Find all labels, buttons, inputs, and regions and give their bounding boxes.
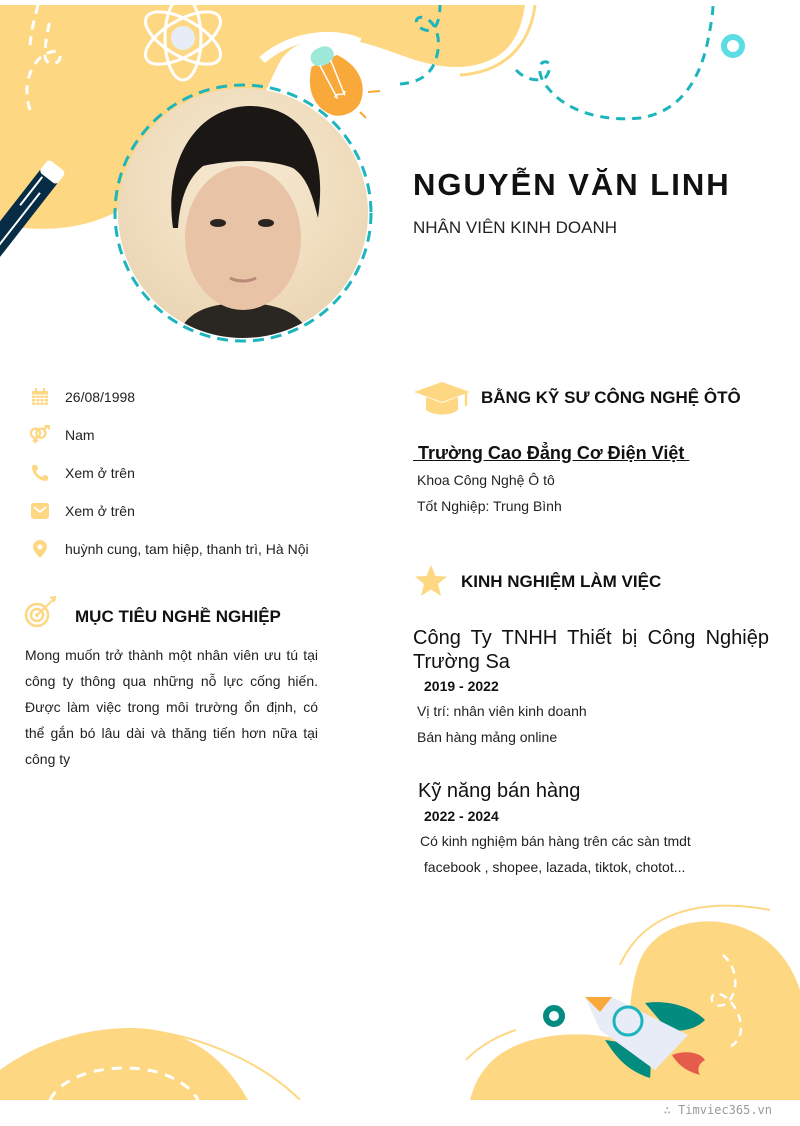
star-icon <box>414 564 448 603</box>
phone-icon <box>30 463 50 483</box>
birthdate-text: 26/08/1998 <box>65 389 136 405</box>
profile-photo <box>118 88 368 338</box>
graduation-text: Tốt Nghiệp: Trung Bình <box>417 498 562 514</box>
education-title: BẰNG KỸ SƯ CÔNG NGHỆ ÔTÔ <box>481 388 741 407</box>
job-title: NHÂN VIÊN KINH DOANH <box>413 218 618 237</box>
experience-years: 2019 - 2022 <box>424 678 499 694</box>
gender-text: Nam <box>65 427 95 443</box>
watermark: ∴ Timviec365.vn <box>663 1103 772 1117</box>
email-icon <box>30 501 50 521</box>
candidate-name: NGUYỄN VĂN LINH <box>413 167 731 202</box>
calendar-icon <box>30 387 50 407</box>
info-email <box>30 499 135 523</box>
graduation-cap-icon <box>414 380 470 421</box>
profile-photo-frame <box>112 82 374 344</box>
phone-text: Xem ở trên <box>65 465 135 481</box>
company-name: Công Ty TNHH Thiết bị Công Nghiệp Trường Sa <box>413 627 769 673</box>
experience-years: 2022 - 2024 <box>424 808 499 824</box>
skill-title: Kỹ năng bán hàng <box>418 780 581 802</box>
info-address <box>30 537 309 561</box>
school-name: Trường Cao Đẳng Cơ Điện Việt <box>413 443 690 463</box>
info-phone <box>30 461 135 485</box>
email-text: Xem ở trên <box>65 503 135 519</box>
target-icon <box>24 596 58 635</box>
faculty-text: Khoa Công Nghệ Ô tô <box>417 472 555 488</box>
gender-icon <box>30 425 50 445</box>
objective-text: Mong muốn trở thành một nhân viên ưu tú tại công ty thông qua những nỗ lực cống hiến. Được làm việc trong môi trường ổn định, có thể gắn bó lâu dài và thăng tiến hơn nữa tại công ty <box>25 647 318 767</box>
info-gender <box>30 423 95 447</box>
experience-detail: Vị trí: nhân viên kinh doanh <box>417 703 587 719</box>
experience-title: KINH NGHIỆM LÀM VIỆC <box>461 572 662 591</box>
address-text: huỳnh cung, tam hiệp, thanh trì, Hà Nội <box>65 541 309 557</box>
info-birthdate <box>30 385 135 409</box>
experience-detail: facebook , shopee, lazada, tiktok, chotot... <box>420 859 686 875</box>
experience-detail: Có kinh nghiệm bán hàng trên các sàn tmdt <box>420 833 691 849</box>
objective-title: MỤC TIÊU NGHỀ NGHIỆP <box>75 607 281 626</box>
experience-detail: Bán hàng mảng online <box>417 729 558 745</box>
location-pin-icon <box>30 539 50 559</box>
